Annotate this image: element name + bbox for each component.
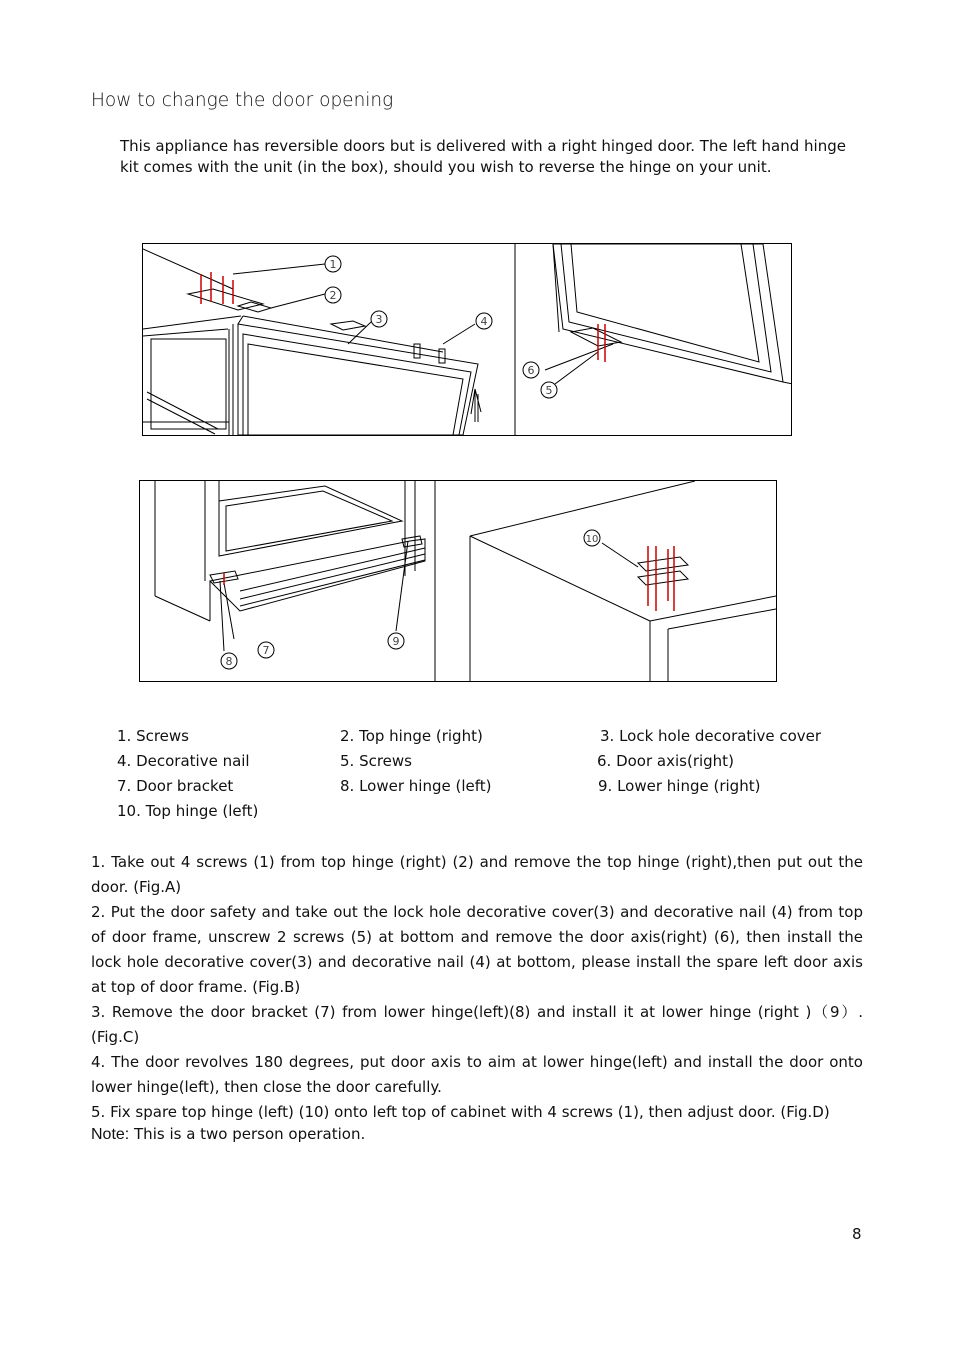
legend-item: 2. Top hinge (right) xyxy=(340,727,483,745)
legend-item: 6. Door axis(right) xyxy=(597,752,734,770)
step-3: 3. Remove the door bracket (7) from lower hinge(left)(8) and install it at lower hinge (right )（9）. (Fig.C) xyxy=(91,1003,863,1046)
page-number: 8 xyxy=(852,1225,862,1243)
note-label: Note: xyxy=(91,1126,130,1143)
step-2: 2. Put the door safety and take out the lock hole decorative cover(3) and decorative nail (4) from top of door frame, unscrew 2 screws (5) at bottom and remove the door axis(right) (6), then install the lock hole decorative cover(3) and decorative nail (4) at bottom, please install the spare left door axis at top of door frame. (Fig.B) xyxy=(91,903,863,996)
legend-item: 3. Lock hole decorative cover xyxy=(600,727,822,745)
callout-2: 2 xyxy=(329,289,337,302)
note-text: This is a two person operation. xyxy=(129,1125,366,1143)
legend-item: 5. Screws xyxy=(340,752,412,770)
callout-7: 7 xyxy=(262,644,270,657)
figure-a-b-illustration xyxy=(143,244,791,435)
callout-4: 4 xyxy=(480,315,488,328)
legend-item: 1. Screws xyxy=(117,727,189,745)
step-5: 5. Fix spare top hinge (left) (10) onto left top of cabinet with 4 screws (1), then adjust door. (Fig.D) xyxy=(91,1103,830,1121)
callout-5: 5 xyxy=(545,384,553,397)
page-title: How to change the door opening xyxy=(91,90,394,111)
callout-10: 10 xyxy=(585,534,599,545)
callout-8: 8 xyxy=(225,655,233,668)
callout-1: 1 xyxy=(329,258,337,271)
callout-3: 3 xyxy=(375,313,383,326)
figure-top xyxy=(142,243,792,436)
legend-item: 9. Lower hinge (right) xyxy=(598,777,761,795)
legend-item: 7. Door bracket xyxy=(117,777,234,795)
callout-6: 6 xyxy=(527,364,535,377)
legend-item: 4. Decorative nail xyxy=(117,752,250,770)
callout-9: 9 xyxy=(392,635,400,648)
step-4: 4. The door revolves 180 degrees, put door axis to aim at lower hinge(left) and install the door onto lower hinge(left), then close the door carefully. xyxy=(91,1053,863,1096)
legend-item: 10. Top hinge (left) xyxy=(117,802,259,820)
figure-c-d-illustration xyxy=(140,481,776,681)
instruction-steps xyxy=(91,850,863,1125)
figure-bottom xyxy=(139,480,777,682)
note xyxy=(91,1125,365,1144)
legend-item: 8. Lower hinge (left) xyxy=(340,777,492,795)
step-1: 1. Take out 4 screws (1) from top hinge (right) (2) and remove the top hinge (right),then put out the door. (Fig.A) xyxy=(91,853,863,896)
intro-paragraph: This appliance has reversible doors but is delivered with a right hinged door. The left hand hinge kit comes with the unit (in the box), should you wish to reverse the hinge on your unit. xyxy=(120,137,846,176)
